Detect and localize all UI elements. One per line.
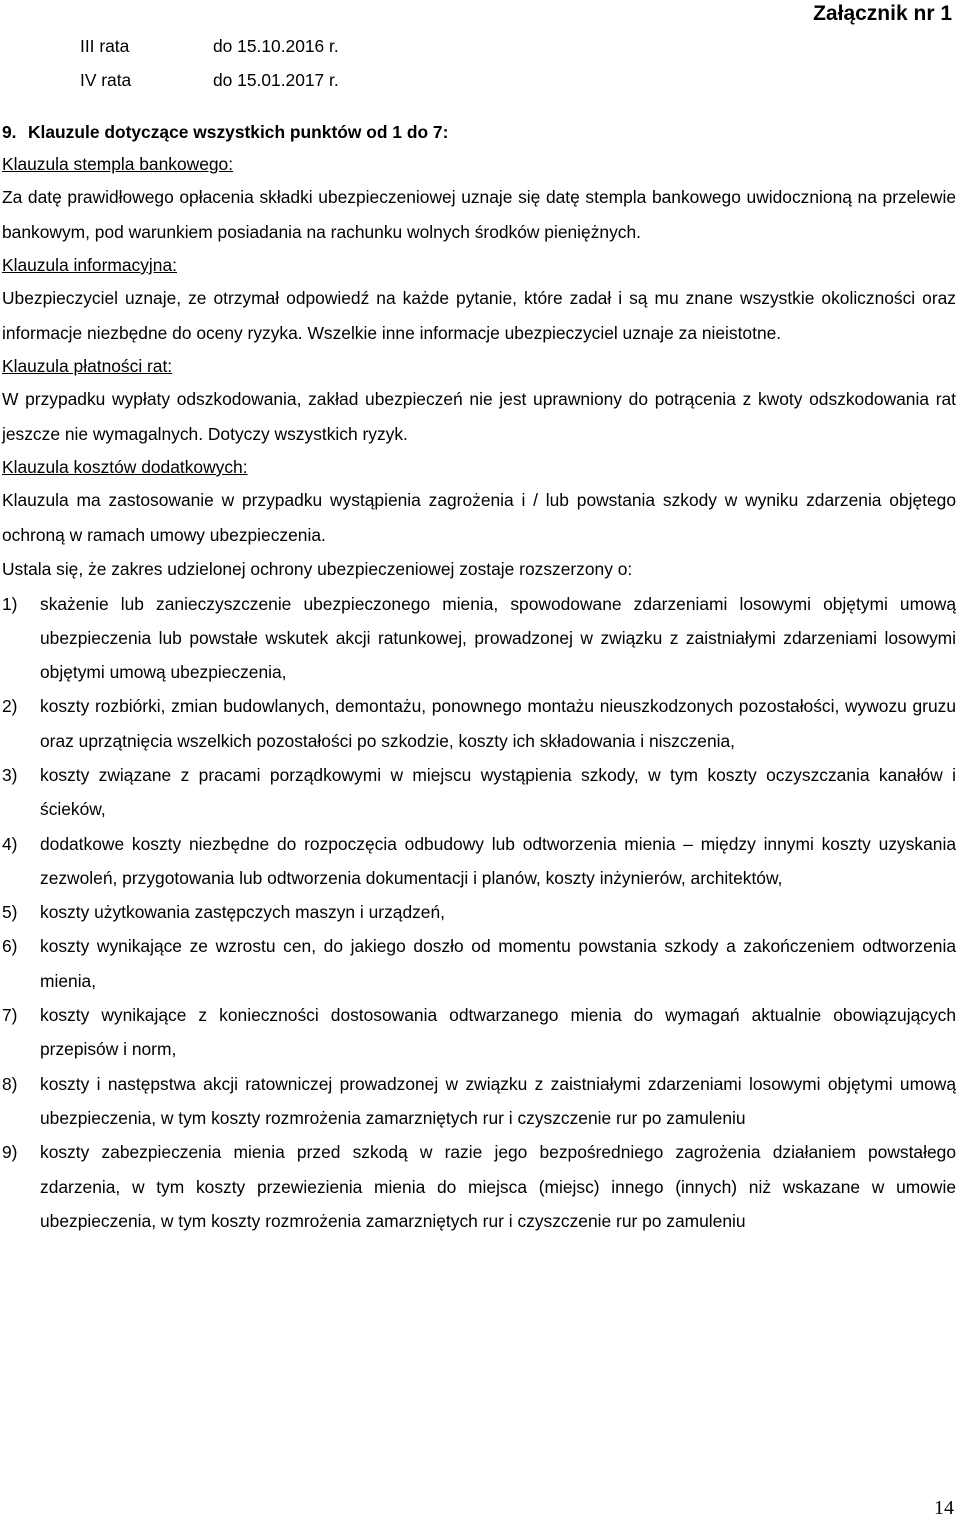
item-text: koszty rozbiórki, zmian budowlanych, demontażu, ponownego montażu nieuszkodzonych pozostałości, wywozu gruzu oraz uprzątnięcia wszelkich pozostałości po szkodzie, koszty ich składowania i niszczenia,	[40, 696, 956, 751]
item-number: 1)	[2, 593, 18, 614]
list-item	[2, 998, 956, 1067]
clause-text: W przypadku wypłaty odszkodowania, zakład ubezpieczeń nie jest uprawniony do potrącenia z kwoty odszkodowania rat jeszcze nie wymagalnych. Dotyczy wszystkich ryzyk.	[2, 389, 956, 444]
list-item	[2, 895, 956, 929]
item-number: 2)	[2, 696, 18, 717]
rate-date: do 15.01.2017 r.	[213, 70, 339, 90]
list-item	[2, 587, 956, 690]
clause-label: Klauzula stempla bankowego:	[2, 154, 234, 174]
item-text: koszty zabezpieczenia mienia przed szkodą w razie jego bezpośredniego zagrożenia działaniem powstałego zdarzenia, w tym koszty przewiezienia mienia do miejsca (miejsc) innego (innych) niż wskazane w umowie ubezpieczenia, w tym koszty rozmrożenia zamarzniętych rur i czyszczenie rur po zamuleniu	[40, 1142, 956, 1231]
extension-list	[2, 587, 956, 1239]
item-number: 8)	[2, 1073, 18, 1094]
section-number: 9.	[2, 122, 17, 142]
list-item	[2, 929, 956, 998]
item-text: koszty wynikające ze wzrostu cen, do jakiego doszło od momentu powstania szkody a zakończeniem odtworzenia mienia,	[40, 936, 956, 991]
rate-label: III rata	[80, 36, 130, 56]
item-number: 9)	[2, 1142, 18, 1163]
item-text: dodatkowe koszty niezbędne do rozpoczęcia odbudowy lub odtworzenia mienia – między innymi koszty uzyskania zezwoleń, przygotowania lub odtworzenia dokumentacji i planów, koszty inżynierów, architektów,	[40, 833, 956, 888]
document-content	[2, 118, 956, 1238]
item-number: 5)	[2, 902, 18, 923]
clause-label: Klauzula kosztów dodatkowych:	[2, 457, 248, 477]
list-item	[2, 1135, 956, 1238]
item-number: 6)	[2, 936, 18, 957]
item-text: koszty i następstwa akcji ratowniczej prowadzonej w związku z zaistniałymi zdarzeniami losowymi objętymi umową ubezpieczenia, w tym koszty rozmrożenia zamarzniętych rur i czyszczenie rur po zamuleniu	[40, 1073, 956, 1128]
rate-label: IV rata	[80, 70, 132, 90]
item-text: koszty związane z pracami porządkowymi w miejscu wystąpienia szkody, w tym koszty oczyszczania kanałów i ścieków,	[40, 764, 956, 820]
item-number: 7)	[2, 1005, 18, 1026]
clause-label: Klauzula informacyjna:	[2, 255, 177, 275]
item-number: 3)	[2, 764, 18, 785]
clause-text: Ubezpieczyciel uznaje, ze otrzymał odpowiedź na każde pytanie, które zadał i są mu znane wszystkie okoliczności oraz informacje niezbędne do oceny ryzyka. Wszelkie inne informacje ubezpieczyciel uznaje za nieistotne.	[2, 288, 956, 343]
annex-title: Załącznik nr 1	[813, 2, 952, 25]
extension-intro: Ustala się, że zakres udzielonej ochrony ubezpieczeniowej zostaje rozszerzony o:	[2, 559, 633, 579]
item-number: 4)	[2, 833, 18, 854]
section-title: Klauzule dotyczące wszystkich punktów od 1 do 7:	[28, 122, 449, 142]
rate-date: do 15.10.2016 r.	[213, 36, 339, 56]
item-text: skażenie lub zanieczyszczenie ubezpieczonego mienia, spowodowane zdarzeniami losowymi objętymi umową ubezpieczenia lub powstałe wskutek akcji ratunkowej, prowadzonej w związku z zaistniałymi zdarzeniami losowymi objętymi umową ubezpieczenia,	[40, 593, 956, 683]
rate-row	[80, 36, 339, 70]
clause-text: Klauzula ma zastosowanie w przypadku wystąpienia zagrożenia i / lub powstania szkody w wyniku zdarzenia objętego ochroną w ramach umowy ubezpieczenia.	[2, 490, 956, 545]
item-text: koszty wynikające z konieczności dostosowania odtwarzanego mienia do wymagań aktualnie obowiązujących przepisów i norm,	[40, 1005, 956, 1060]
list-item	[2, 758, 956, 827]
clause-text: Za datę prawidłowego opłacenia składki ubezpieczeniowej uznaje się datę stempla bankowego uwidocznioną na przelewie bankowym, pod warunkiem posiadania na rachunku wolnych środków pieniężnych.	[2, 187, 956, 242]
item-text: koszty użytkowania zastępczych maszyn i urządzeń,	[40, 902, 445, 923]
page-number: 14	[934, 1497, 954, 1519]
list-item	[2, 827, 956, 896]
section-heading	[2, 118, 956, 146]
list-item	[2, 689, 956, 758]
clause-label: Klauzula płatności rat:	[2, 356, 173, 376]
list-item	[2, 1067, 956, 1136]
rate-row	[80, 70, 339, 104]
rates-block	[80, 36, 339, 104]
